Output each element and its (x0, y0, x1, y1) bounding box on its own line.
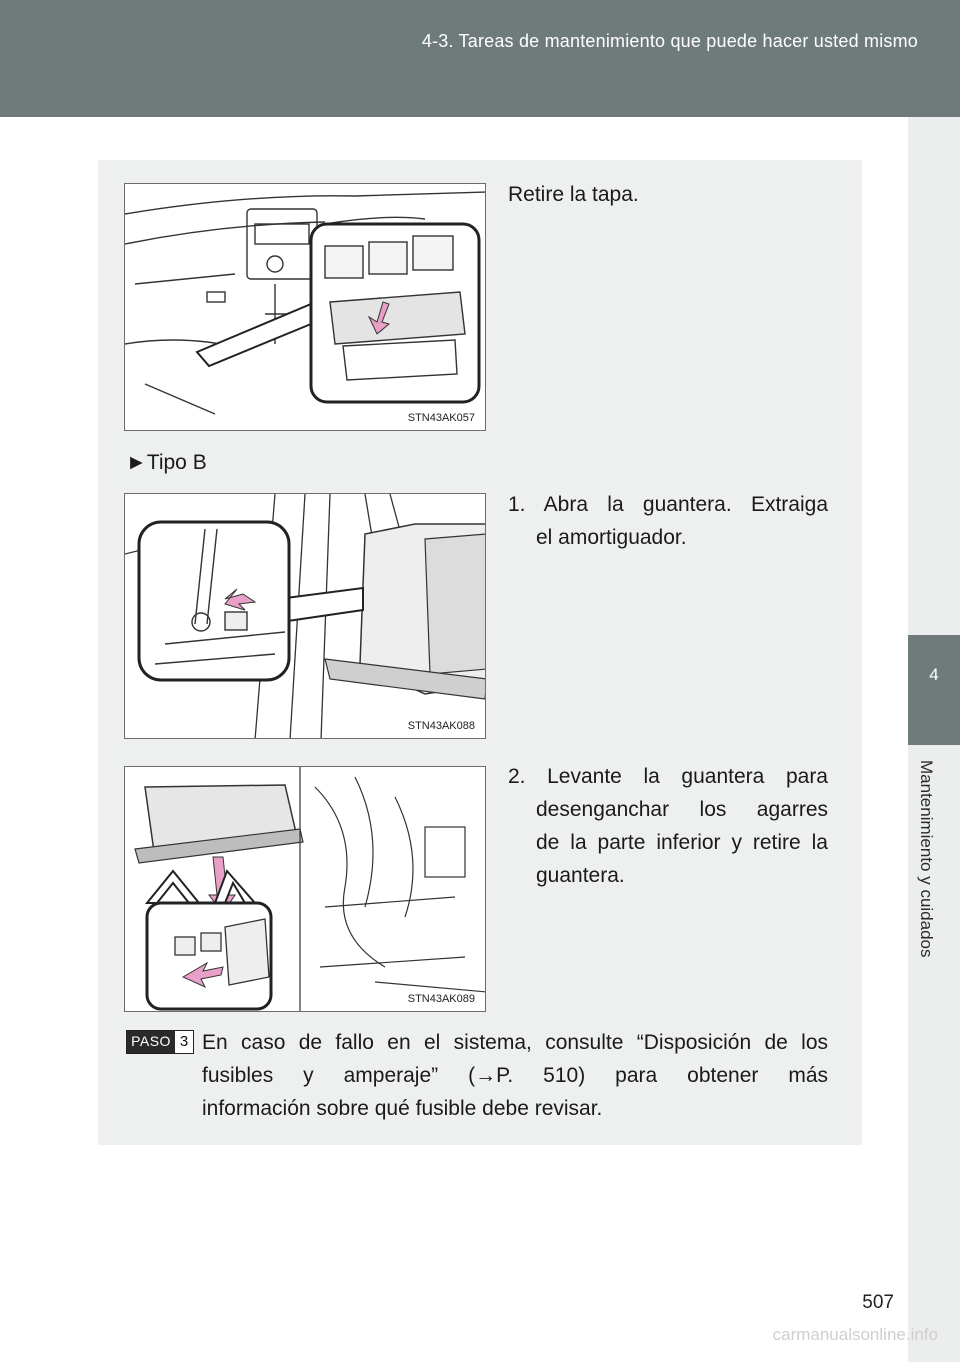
page-header (0, 0, 960, 117)
paso3-line3: información sobre qué fusible debe revisar. (202, 1097, 603, 1120)
section-title: 4-3. Tareas de mantenimiento que puede hacer usted mismo (421, 31, 918, 51)
step1-line2: el amortiguador. (536, 526, 687, 549)
figure-glovebox-removal (124, 766, 486, 1012)
page-number: 507 (862, 1292, 894, 1313)
step-badge-number: 3 (175, 1031, 193, 1053)
figure-code: STN43AK088 (407, 720, 475, 732)
figure-glovebox-damper (124, 493, 486, 739)
step2-line2: desenganchar los agarres (536, 798, 828, 821)
fuse-cover-illustration (125, 184, 486, 431)
chapter-number-block (908, 635, 960, 745)
step-badge-label: PASO (127, 1031, 175, 1053)
step2-line3: de la parte inferior y retire la (536, 831, 828, 854)
step1-line1: 1. Abra la guantera. Extraiga (508, 493, 828, 516)
glovebox-damper-illustration (125, 494, 486, 739)
type-b-heading: ►Tipo B (126, 451, 207, 474)
figure-code: STN43AK089 (407, 993, 475, 1005)
remove-cover-text: Retire la tapa. (508, 183, 639, 206)
chapter-label: Mantenimiento y cuidados (917, 760, 936, 958)
glovebox-removal-illustration (125, 767, 486, 1012)
chapter-number: 4 (929, 665, 939, 684)
paso3-line2: fusibles y amperaje” (→P. 510) para obtener más (202, 1064, 828, 1087)
figure-fuse-cover (124, 183, 486, 431)
step2-line4: guantera. (536, 864, 625, 887)
paso3-line1: En caso de fallo en el sistema, consulte “Disposición de los (202, 1031, 828, 1054)
watermark: carmanualsonline.info (772, 1325, 938, 1344)
step2-line1: 2. Levante la guantera para (508, 765, 828, 788)
step-badge (126, 1030, 194, 1054)
figure-code: STN43AK057 (407, 412, 475, 424)
